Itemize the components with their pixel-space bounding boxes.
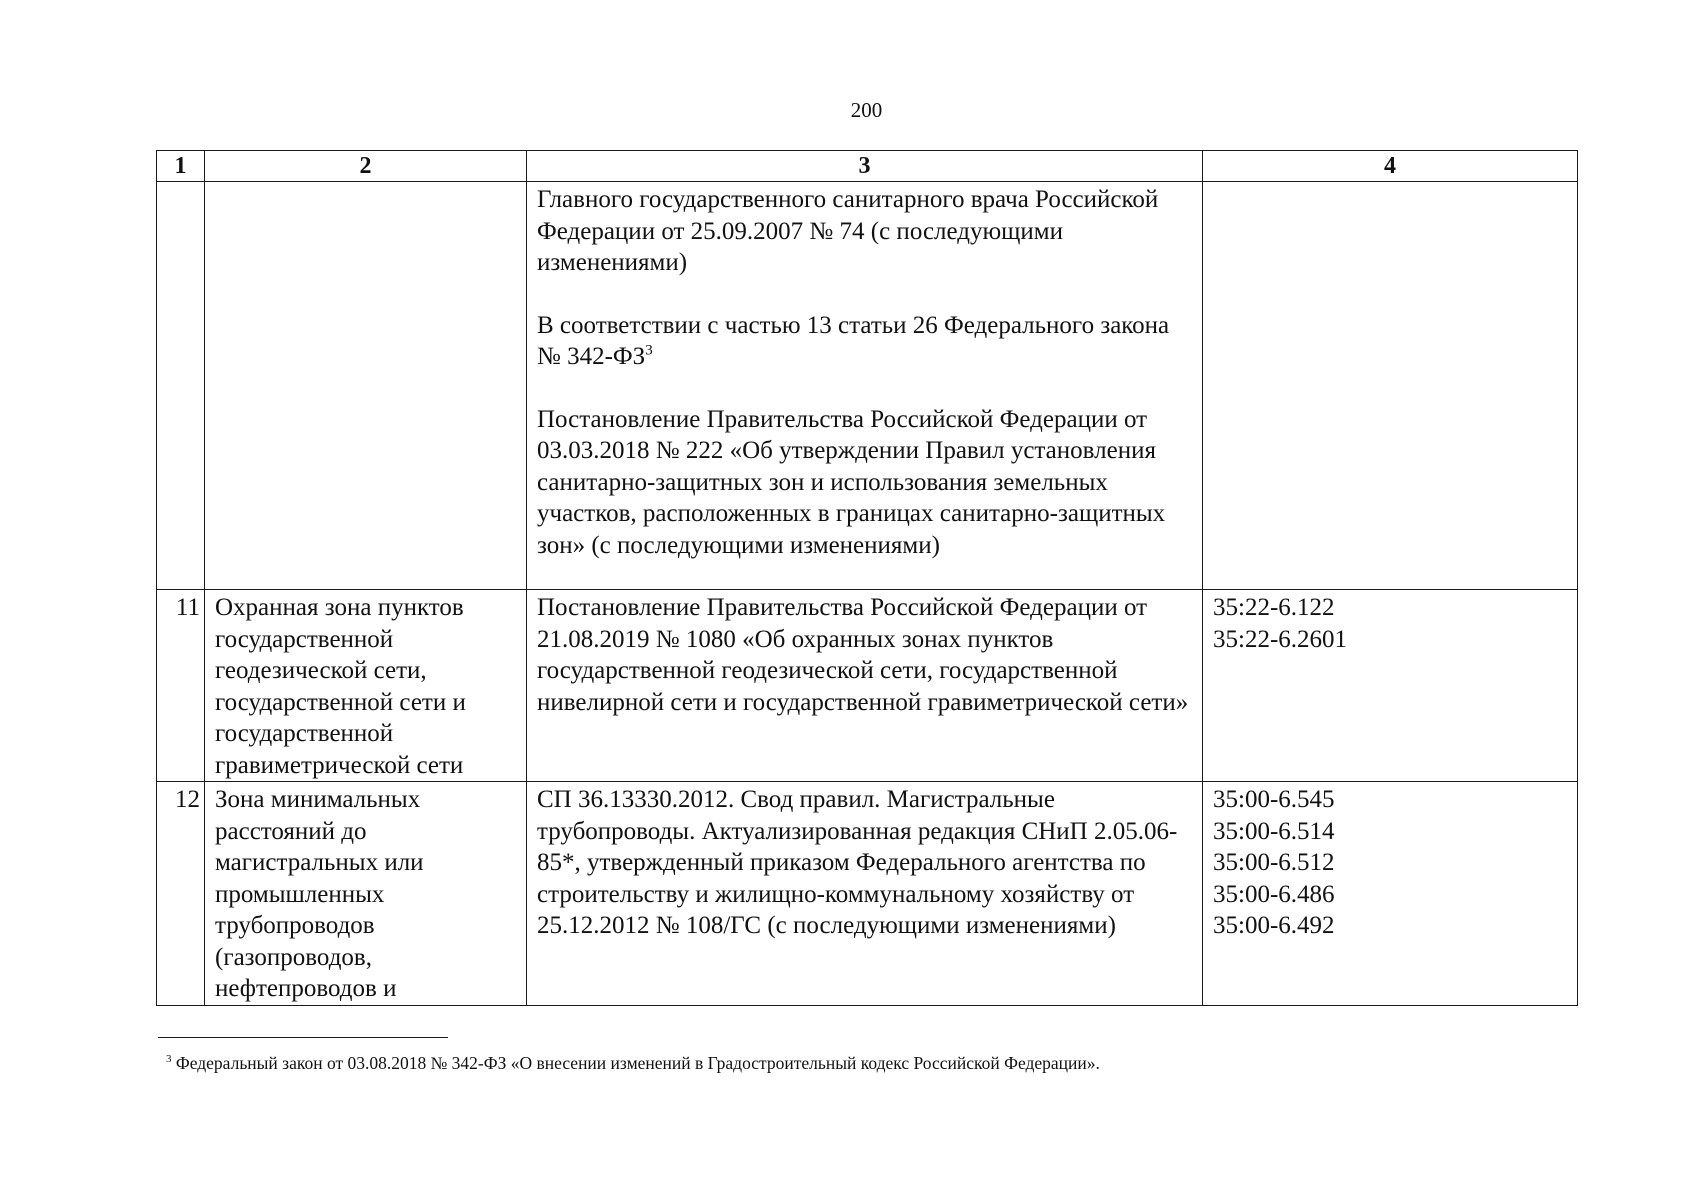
- page-number: 200: [850, 98, 883, 122]
- zone-name-cell: [205, 782, 527, 1006]
- legal-basis-text: В соответствии с частью 13 статьи 26 Федерального закона № 342-ФЗ: [537, 311, 1170, 370]
- legal-basis-paragraph: Постановление Правительства Российской Федерации от 03.03.2018 № 222 «Об утверждении Правил установления санитарно-защитных зон и использования земельных участков, расположенных в границах санитарно-защитных зон» (с последующими изменениями): [537, 405, 1166, 559]
- row-number-cell: [157, 182, 205, 590]
- regulation-table: [156, 150, 1578, 1006]
- registry-code: 35:00-6.512: [1213, 849, 1335, 876]
- row-number: 11: [175, 594, 200, 621]
- table-row: [157, 782, 1578, 1006]
- column-header-registry-codes: 4: [1203, 151, 1578, 182]
- row-number: 12: [175, 786, 200, 813]
- legal-basis-paragraph: Постановление Правительства Российской Федерации от 21.08.2019 № 1080 «Об охранных зонах пунктов государственной геодезической сети, государственной нивелирной сети и государственной гравиметрической сети»: [537, 594, 1189, 716]
- column-header-zone-name: 2: [205, 151, 527, 182]
- legal-basis-cell: [527, 182, 1203, 590]
- row-number-cell: [157, 782, 205, 1006]
- registry-codes-cell: [1203, 782, 1578, 1006]
- registry-codes-cell: [1203, 590, 1578, 782]
- zone-name-cell: [205, 182, 527, 590]
- zone-name-cell: [205, 590, 527, 782]
- footnote-mark: 3: [166, 1053, 172, 1066]
- footnote: [166, 1052, 1100, 1074]
- registry-code: 35:22-6.122: [1213, 594, 1335, 621]
- zone-name: [205, 182, 526, 184]
- registry-code: 35:22-6.2601: [1213, 625, 1348, 653]
- row-number: [157, 182, 204, 184]
- footnote-text: Федеральный закон от 03.08.2018 № 342-ФЗ «О внесении изменений в Градостроительный кодекс Российской Федерации».: [175, 1053, 1100, 1073]
- footnote-reference: 3: [645, 342, 653, 359]
- row-number-cell: [157, 590, 205, 782]
- registry-code: 35:00-6.545: [1213, 786, 1335, 813]
- table-header-row: [157, 151, 1578, 182]
- table-row: [157, 182, 1578, 590]
- column-header-legal-basis: 3: [527, 151, 1203, 182]
- legal-basis-cell: [527, 782, 1203, 1006]
- registry-codes-cell: [1203, 182, 1578, 590]
- legal-basis-paragraph: СП 36.13330.2012. Свод правил. Магистральные трубопроводы. Актуализированная редакция СНиП 2.05.06-85*, утвержденный приказом Федерального агентства по строительству и жилищно-коммунальному хозяйству от 25.12.2012 № 108/ГС (с последующими изменениями): [537, 786, 1178, 939]
- legal-basis-paragraph: Главного государственного санитарного врача Российской Федерации от 25.09.2007 № 74 (с последующими изменениями): [537, 186, 1159, 276]
- registry-code: 35:00-6.514: [1213, 817, 1335, 845]
- zone-name: Зона минимальных расстояний до магистральных или промышленных трубопроводов (газопроводов, нефтепроводов и: [215, 786, 424, 1002]
- zone-name: Охранная зона пунктов государственной геодезической сети, государственной сети и государственной гравиметрической сети: [215, 594, 466, 779]
- footnote-separator: [158, 1037, 448, 1038]
- table-row: [157, 590, 1578, 782]
- legal-basis-paragraph: [537, 310, 1194, 373]
- registry-code: 35:00-6.486: [1213, 880, 1335, 908]
- registry-code: 35:00-6.492: [1213, 912, 1335, 939]
- column-header-number: 1: [157, 151, 205, 182]
- legal-basis-cell: [527, 590, 1203, 782]
